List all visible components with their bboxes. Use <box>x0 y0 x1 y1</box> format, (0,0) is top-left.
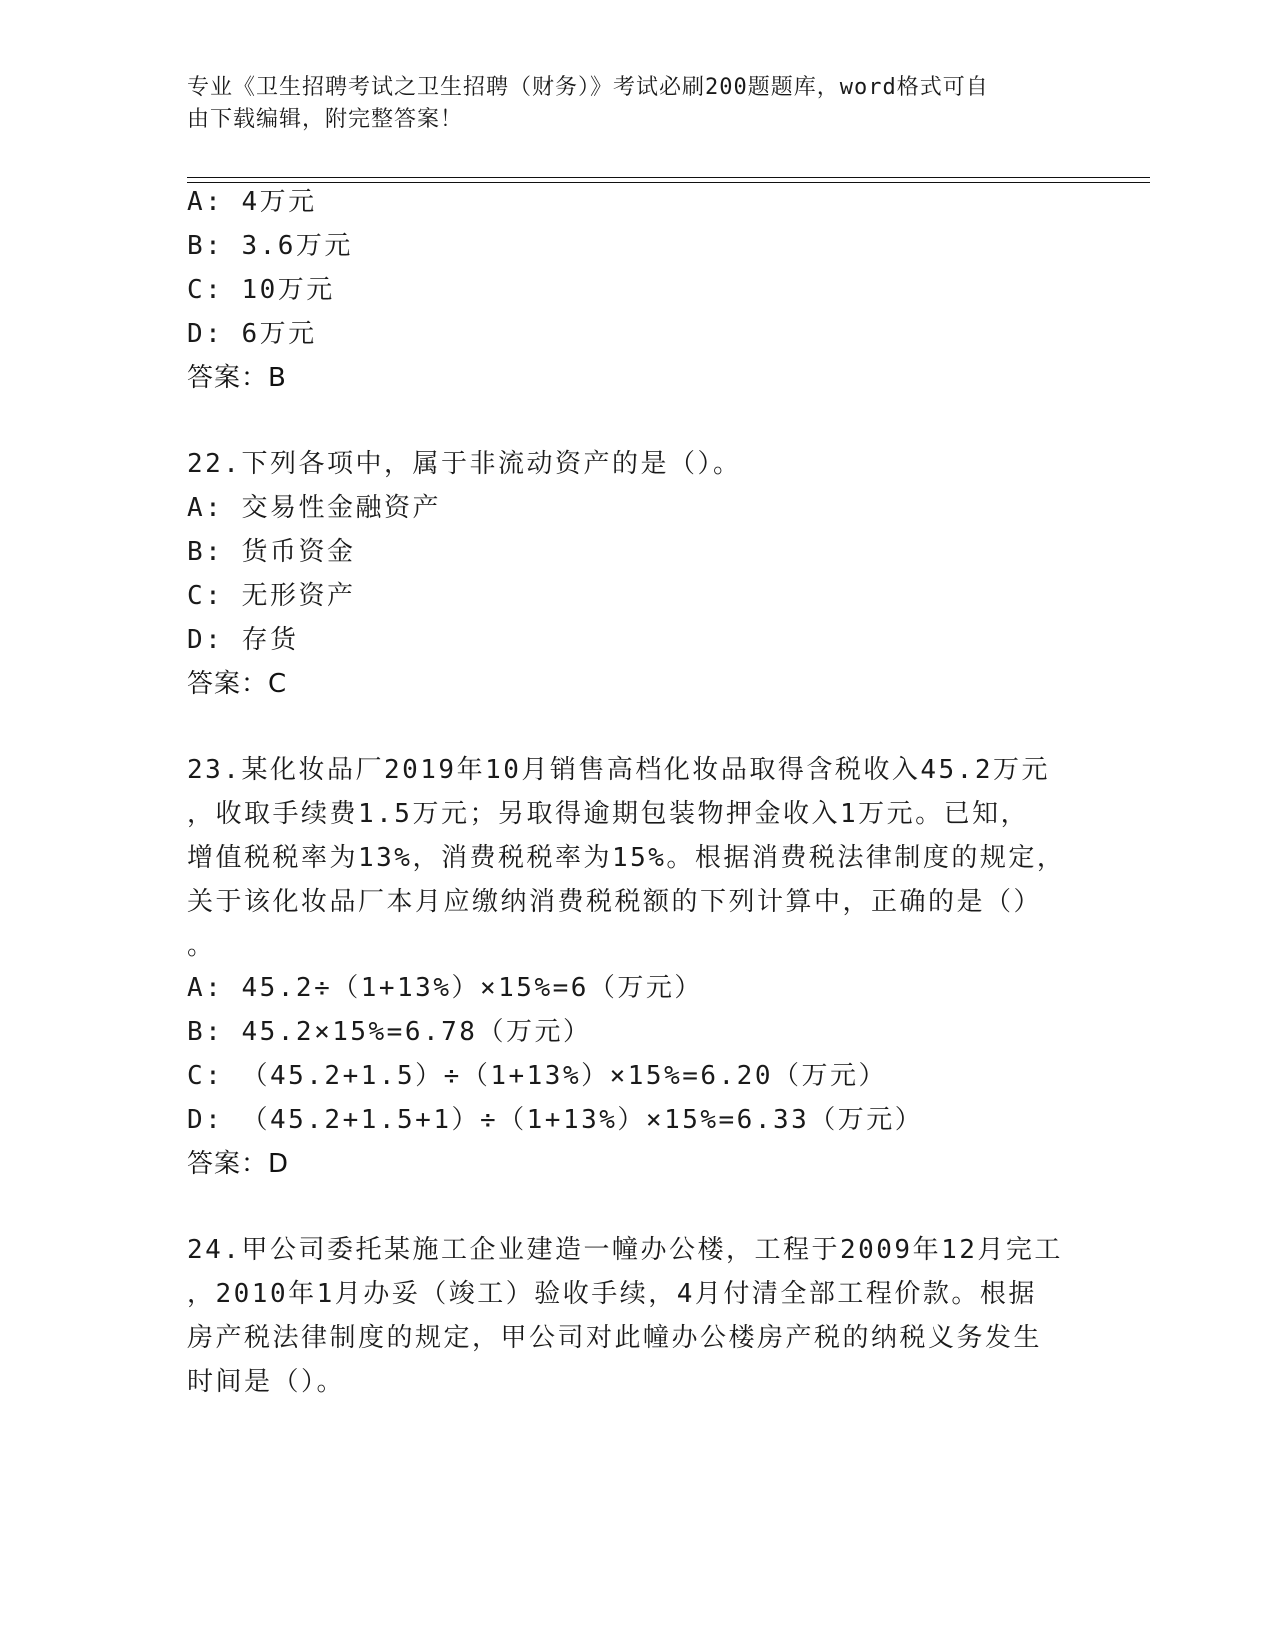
q23-answer: 答案：D <box>187 1149 290 1179</box>
q22-option-d: D: 存货 <box>187 625 299 655</box>
q23-question-line-5: 。 <box>187 931 216 961</box>
q21-option-b: B: 3.6万元 <box>187 231 353 261</box>
q23-question-line-2: ，收取手续费1.5万元；另取得逾期包装物押金收入1万元。已知， <box>187 799 1030 829</box>
header-line-1: 专业《卫生招聘考试之卫生招聘（财务）》考试必刷200题题库，word格式可自 <box>187 75 989 100</box>
q24-question-line-3: 房产税法律制度的规定，甲公司对此幢办公楼房产税的纳税义务发生 <box>187 1323 1043 1353</box>
document-header <box>187 72 1067 136</box>
q21-option-c: C: 10万元 <box>187 275 335 305</box>
q24-question-line-1: 24.甲公司委托某施工企业建造一幢办公楼，工程于2009年12月完工 <box>187 1235 1063 1265</box>
q22-option-c: C: 无形资产 <box>187 581 356 611</box>
q23-option-b: B: 45.2×15%=6.78（万元） <box>187 1017 592 1047</box>
header-line-2: 由下载编辑，附完整答案！ <box>187 107 464 132</box>
q21-option-a: A: 4万元 <box>187 187 317 217</box>
header-divider-top <box>187 177 1150 178</box>
q23-question-line-3: 增值税税率为13%，消费税税率为15%。根据消费税法律制度的规定， <box>187 843 1066 873</box>
q23-question-line-1: 23.某化妆品厂2019年10月销售高档化妆品取得含税收入45.2万元 <box>187 755 1050 785</box>
q24-question-line-2: ，2010年1月办妥（竣工）验收手续，4月付清全部工程价款。根据 <box>187 1279 1037 1309</box>
q21-answer: 答案：B <box>187 363 287 393</box>
q23-option-a: A: 45.2÷（1+13%）×15%=6（万元） <box>187 973 703 1003</box>
q23-option-c: C: （45.2+1.5）÷（1+13%）×15%=6.20（万元） <box>187 1061 887 1091</box>
q21-option-d: D: 6万元 <box>187 319 317 349</box>
q22-answer: 答案：C <box>187 669 288 699</box>
q22-question: 22.下列各项中，属于非流动资产的是（）。 <box>187 449 742 479</box>
q24-question-line-4: 时间是（）。 <box>187 1367 346 1397</box>
q23-option-d: D: （45.2+1.5+1）÷（1+13%）×15%=6.33（万元） <box>187 1105 924 1135</box>
q22-option-b: B: 货币资金 <box>187 537 356 567</box>
header-divider-bottom <box>187 182 1150 183</box>
q23-question-line-4: 关于该化妆品厂本月应缴纳消费税税额的下列计算中，正确的是（） <box>187 887 1043 917</box>
q22-option-a: A: 交易性金融资产 <box>187 493 441 523</box>
